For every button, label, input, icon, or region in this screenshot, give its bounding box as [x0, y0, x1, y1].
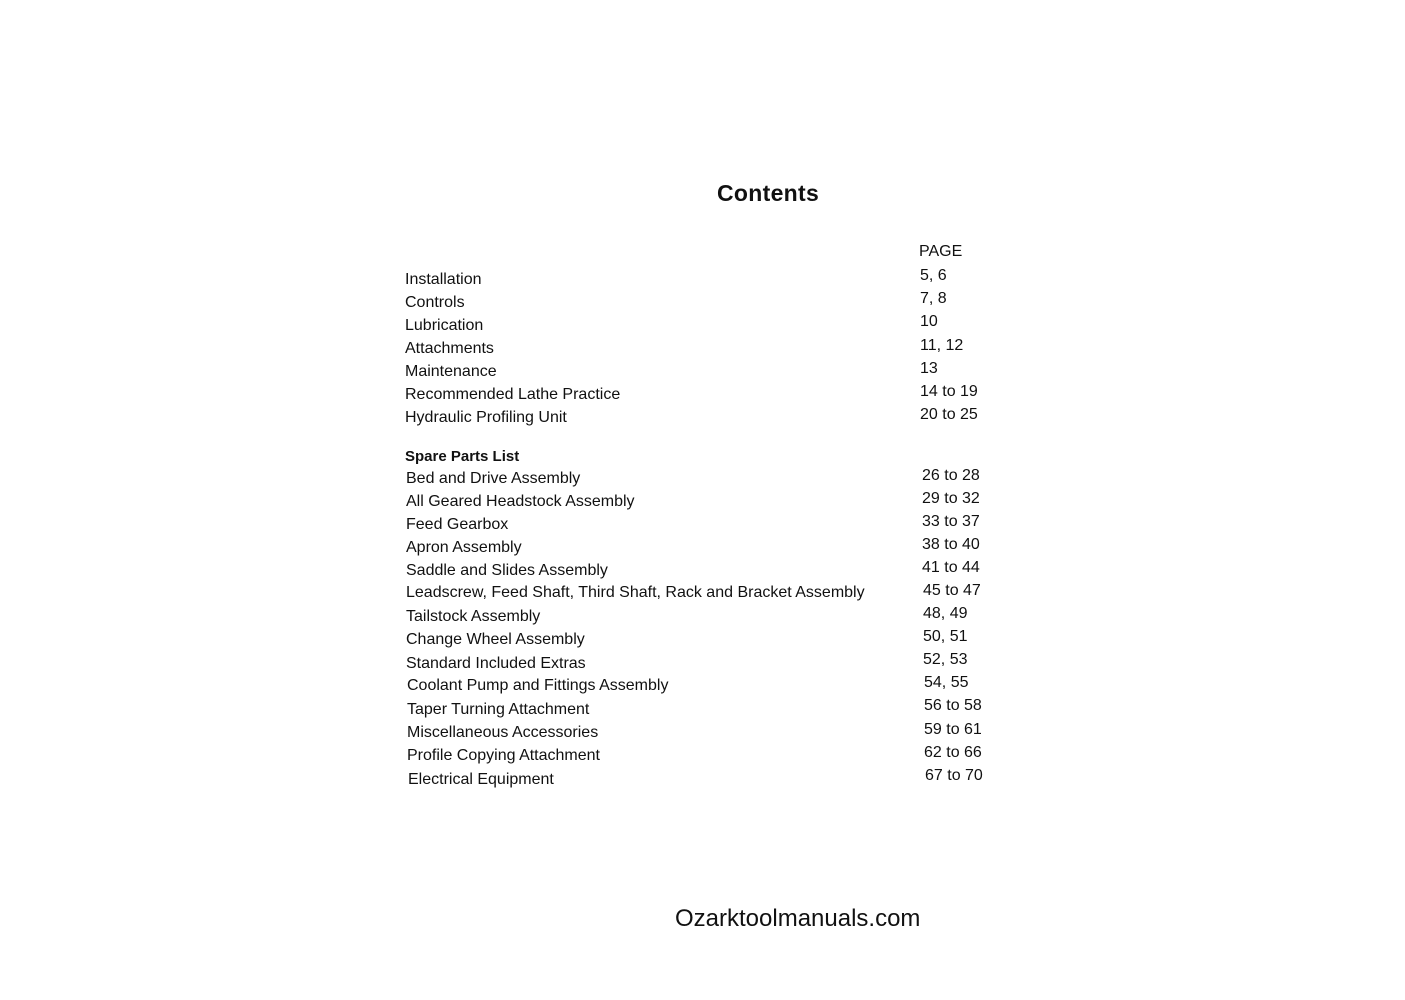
- toc-entry-page: 5, 6: [920, 267, 947, 284]
- toc-entry-label: Miscellaneous Accessories: [407, 724, 599, 741]
- toc-entry-page: 59 to 61: [924, 721, 982, 738]
- toc-entry-page: 38 to 40: [922, 536, 980, 553]
- toc-entry-label: Lubrication: [405, 317, 484, 334]
- toc-entry-label: Saddle and Slides Assembly: [406, 562, 608, 579]
- footer-website-text: Ozarktoolmanuals.com: [675, 905, 921, 932]
- toc-entry-page: 52, 53: [923, 651, 968, 668]
- toc-entry-label: All Geared Headstock Assembly: [406, 493, 635, 510]
- toc-entry-page: 56 to 58: [924, 697, 982, 714]
- toc-entry-page: 33 to 37: [922, 513, 980, 530]
- toc-entry-label: Controls: [405, 294, 465, 311]
- toc-entry-label: Electrical Equipment: [408, 771, 554, 788]
- toc-entry-label: Taper Turning Attachment: [407, 701, 590, 718]
- toc-entry-page: 13: [920, 360, 938, 377]
- toc-entry-label: Installation: [405, 271, 482, 288]
- toc-entry-label: Tailstock Assembly: [406, 608, 541, 625]
- toc-entry-page: 45 to 47: [923, 582, 981, 599]
- toc-entry-page: 48, 49: [923, 605, 968, 622]
- toc-entry-label: Profile Copying Attachment: [407, 747, 600, 764]
- toc-entry-page: 54, 55: [924, 674, 969, 691]
- toc-entry-label: Bed and Drive Assembly: [406, 470, 581, 487]
- toc-entry-label: Maintenance: [405, 363, 497, 380]
- toc-entry-label: Feed Gearbox: [406, 516, 509, 533]
- toc-entry-label: Hydraulic Profiling Unit: [405, 409, 567, 426]
- toc-entry-label: Attachments: [405, 340, 494, 357]
- spare-parts-heading: Spare Parts List: [405, 448, 520, 465]
- toc-entry-page: 26 to 28: [922, 467, 980, 484]
- toc-entry-label: Recommended Lathe Practice: [405, 386, 621, 403]
- page-title: Contents: [717, 180, 820, 206]
- toc-entry-page: 14 to 19: [920, 383, 978, 400]
- toc-entry-label: Leadscrew, Feed Shaft, Third Shaft, Rack and Bracket Assembly: [406, 584, 865, 601]
- toc-entry-page: 11, 12: [920, 337, 964, 354]
- toc-entry-page: 50, 51: [923, 628, 968, 645]
- toc-entry-label: Change Wheel Assembly: [406, 631, 585, 648]
- toc-entry-label: Standard Included Extras: [406, 655, 586, 672]
- toc-entry-label: Coolant Pump and Fittings Assembly: [407, 677, 669, 694]
- toc-entry-page: 41 to 44: [922, 559, 980, 576]
- toc-entry-label: Apron Assembly: [406, 539, 522, 556]
- page-column-header: PAGE: [919, 243, 963, 260]
- toc-entry-page: 20 to 25: [920, 406, 978, 423]
- toc-entry-page: 7, 8: [920, 290, 947, 307]
- toc-entry-page: 29 to 32: [922, 490, 980, 507]
- toc-entry-page: 67 to 70: [925, 767, 983, 784]
- toc-entry-page: 62 to 66: [924, 744, 982, 761]
- toc-entry-page: 10: [920, 313, 938, 330]
